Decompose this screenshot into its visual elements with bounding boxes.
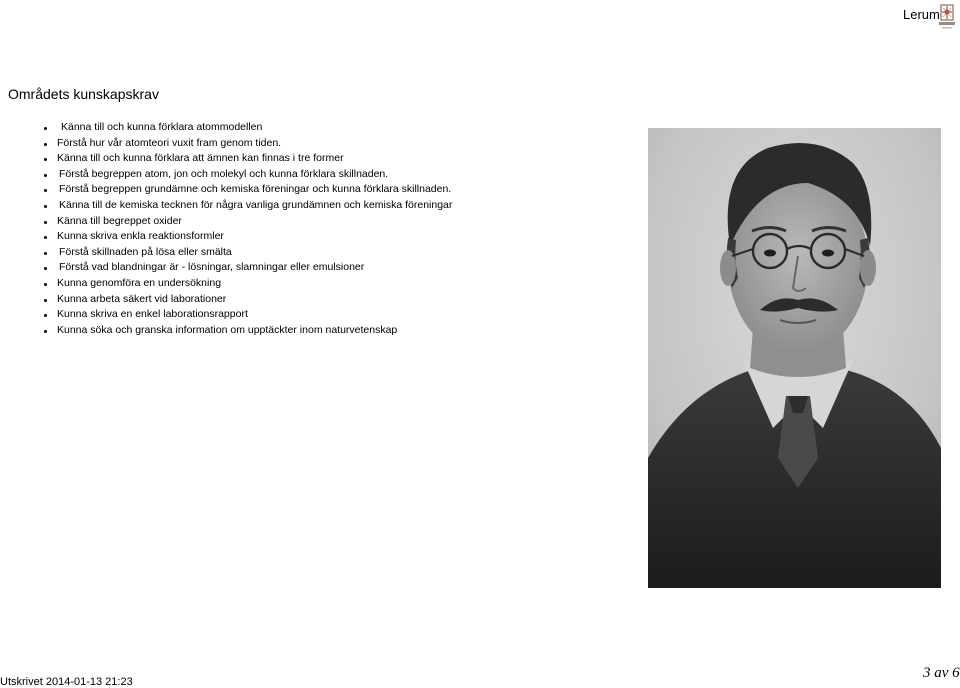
footer-printed-date: Utskrivet 2014-01-13 21:23 <box>0 676 133 688</box>
requirement-item: Kunna söka och granska information om upptäckter inom naturvetenskap <box>40 323 452 339</box>
requirement-item: Förstå begreppen atom, jon och molekyl och kunna förklara skillnaden. <box>40 167 452 183</box>
requirement-item: Förstå hur vår atomteori vuxit fram genom tiden. <box>40 136 452 152</box>
requirement-item: Känna till och kunna förklara atommodellen <box>40 120 452 136</box>
requirement-item: Känna till och kunna förklara att ämnen kan finnas i tre former <box>40 151 452 167</box>
requirement-item: Förstå vad blandningar är - lösningar, slamningar eller emulsioner <box>40 260 452 276</box>
requirement-item: Kunna skriva en enkel laborationsrapport <box>40 307 452 323</box>
requirement-item: Kunna skriva enkla reaktionsformler <box>40 229 452 245</box>
lerum-logo <box>937 2 957 32</box>
requirement-item: Kunna genomföra en undersökning <box>40 276 452 292</box>
footer-page-number: 3 av 6 <box>923 665 960 681</box>
requirement-item: Förstå skillnaden på lösa eller smälta <box>40 245 452 261</box>
portrait-photo <box>648 128 941 588</box>
requirement-item: Kunna arbeta säkert vid laborationer <box>40 292 452 308</box>
requirement-item: Känna till de kemiska tecknen för några vanliga grundämnen och kemiska föreningar <box>40 198 452 214</box>
header-org-name: Lerum <box>903 7 940 22</box>
requirements-list <box>40 120 452 338</box>
requirement-item: Förstå begreppen grundämne och kemiska föreningar och kunna förklara skillnaden. <box>40 182 452 198</box>
requirement-item: Känna till begreppet oxider <box>40 214 452 230</box>
section-title: Områdets kunskapskrav <box>8 86 159 102</box>
